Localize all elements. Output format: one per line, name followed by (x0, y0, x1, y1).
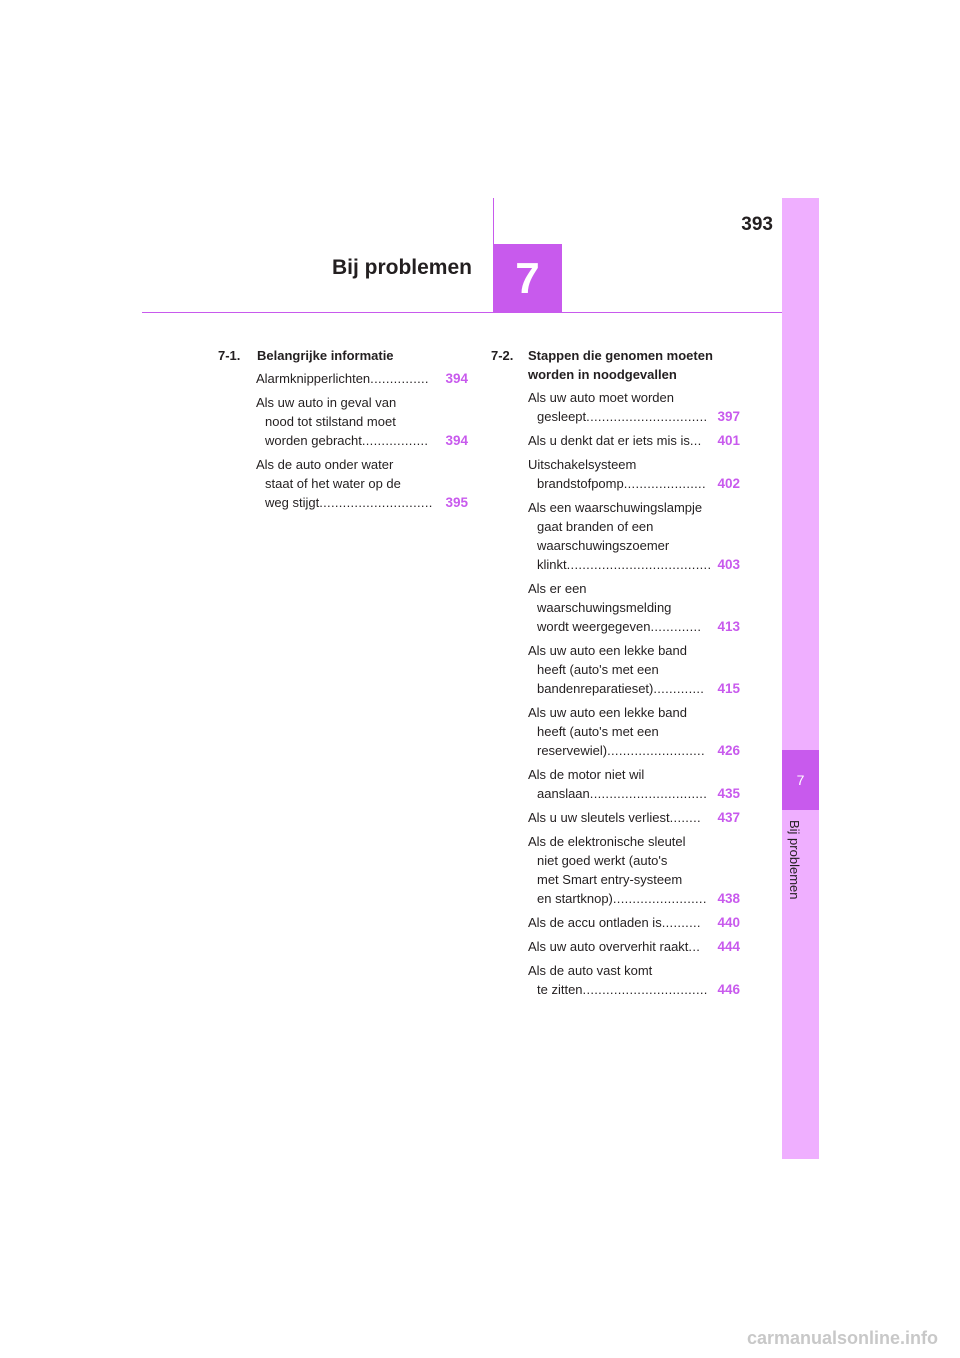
toc-entry[interactable] (528, 913, 740, 932)
toc-entry-text: wordt weergegeven (537, 619, 651, 634)
toc-page-link[interactable]: 397 (717, 409, 740, 424)
section-number: 7-2. (491, 348, 514, 363)
toc-page-link[interactable]: 435 (717, 786, 740, 801)
toc-entry-leader-line (528, 980, 740, 999)
page-number: 393 (741, 214, 773, 235)
toc-page-link[interactable]: 415 (717, 681, 740, 696)
toc-page-link[interactable]: 394 (445, 371, 468, 386)
toc-entry-text: Als er een (528, 581, 587, 596)
toc-entry-text: Als uw auto in geval van (256, 395, 397, 410)
toc-entry[interactable] (528, 431, 740, 450)
toc-entry-text: Als uw auto oververhit raakt (528, 939, 689, 954)
toc-entry-leader-line (528, 741, 740, 760)
toc-leader-dots: ..................... (623, 476, 706, 491)
toc-leader-dots: ................. (361, 433, 429, 448)
toc-entry-text: Uitschakelsysteem (528, 457, 637, 472)
toc-entries-left (218, 369, 468, 512)
toc-entry-text: waarschuwingsmelding (537, 600, 672, 615)
toc-entry[interactable] (528, 579, 740, 636)
chapter-title: Bij problemen (331, 256, 472, 279)
toc-entry-leader-line (528, 889, 740, 908)
toc-entry[interactable] (256, 393, 468, 450)
toc-entry-text: nood tot stilstand moet (265, 414, 396, 429)
toc-leader-dots: ... (689, 433, 702, 448)
toc-entry-leader-line (528, 474, 740, 493)
toc-leader-dots: ........................ (612, 891, 707, 906)
toc-entry[interactable] (528, 703, 740, 760)
toc-page-link[interactable]: 413 (717, 619, 740, 634)
toc-page-link[interactable]: 402 (717, 476, 740, 491)
toc-page-link[interactable]: 394 (445, 433, 468, 448)
toc-leader-dots: ........ (669, 810, 701, 825)
toc-entry-leader-line (528, 431, 740, 450)
toc-entry-text: Als de accu ontladen is (528, 915, 662, 930)
watermark-text: carmanualsonline.info (746, 1328, 938, 1348)
section-title: Belangrijke informatie (257, 348, 394, 363)
toc-entry[interactable] (528, 498, 740, 574)
toc-entry[interactable] (256, 369, 468, 388)
toc-page-link[interactable]: 446 (717, 982, 740, 997)
header-divider-vertical (493, 198, 494, 244)
toc-entry-text: gesleept (537, 409, 587, 424)
toc-page-link[interactable]: 444 (717, 939, 740, 954)
toc-entry-leader-line (528, 784, 740, 803)
toc-leader-dots: ............................... (586, 409, 708, 424)
toc-leader-dots: ... (688, 939, 701, 954)
side-tab-label-text: Bij problemen (787, 820, 802, 900)
toc-leader-dots: ......................... (607, 743, 705, 758)
chapter-number-box: 7 (493, 244, 562, 313)
section-heading (218, 346, 468, 365)
toc-entry-leader-line (528, 407, 740, 426)
toc-entry-text: bandenreparatieset) (537, 681, 654, 696)
toc-entry[interactable] (256, 455, 468, 512)
side-tab-label (782, 820, 819, 920)
section-number: 7-1. (218, 348, 241, 363)
toc-entry-text: aanslaan (537, 786, 590, 801)
toc-entry-text: Als u denkt dat er iets mis is (528, 433, 690, 448)
toc-page-link[interactable]: 438 (717, 891, 740, 906)
toc-entry-text: Als de elektronische sleutel (528, 834, 686, 849)
toc-entry-text: brandstofpomp (537, 476, 624, 491)
toc-entry[interactable] (528, 765, 740, 803)
toc-entries-right (491, 388, 740, 999)
watermark (0, 1328, 960, 1349)
header-rule (142, 312, 782, 313)
toc-entry-leader-line (528, 808, 740, 827)
toc-page-link[interactable]: 403 (717, 557, 740, 572)
toc-leader-dots: ............... (370, 371, 429, 386)
section-title-line-1: Stappen die genomen moeten (528, 348, 713, 363)
toc-entry-text: worden gebracht (265, 433, 362, 448)
toc-entry[interactable] (528, 455, 740, 493)
toc-page-link[interactable]: 426 (717, 743, 740, 758)
section-heading (491, 346, 740, 384)
toc-column-right (491, 346, 740, 999)
toc-leader-dots: ............. (653, 681, 705, 696)
toc-leader-dots: ................................ (582, 982, 708, 997)
toc-entry[interactable] (528, 808, 740, 827)
section-title-line-2: worden in noodgevallen (528, 367, 677, 382)
toc-entry-leader-line (528, 555, 740, 574)
toc-entry-text: Als een waarschuwingslampje (528, 500, 703, 515)
toc-entry-text: met Smart entry-systeem (537, 872, 683, 887)
toc-entry-text: Als de auto onder water (256, 457, 394, 472)
toc-leader-dots: ..................................... (566, 557, 712, 572)
toc-entry[interactable] (528, 961, 740, 999)
toc-entry-leader-line (528, 617, 740, 636)
toc-entry-leader-line (256, 369, 468, 388)
toc-page-link[interactable]: 440 (717, 915, 740, 930)
toc-entry-leader-line (528, 937, 740, 956)
toc-entry[interactable] (528, 937, 740, 956)
toc-entry-text: heeft (auto's met een (537, 662, 659, 677)
toc-entry[interactable] (528, 388, 740, 426)
side-chapter-tab[interactable]: 7 (782, 750, 819, 810)
toc-entry-text: Als uw auto een lekke band (528, 643, 687, 658)
toc-entry-text: Als de motor niet wil (528, 767, 645, 782)
toc-entry-text: Als de auto vast komt (528, 963, 653, 978)
side-tab-strip (782, 198, 819, 1159)
toc-entry[interactable] (528, 641, 740, 698)
toc-entry-text: niet goed werkt (auto's (537, 853, 668, 868)
toc-leader-dots: .............................. (589, 786, 708, 801)
toc-entry-leader-line (528, 679, 740, 698)
toc-leader-dots: ............. (650, 619, 702, 634)
toc-entry-text: Als uw auto een lekke band (528, 705, 687, 720)
toc-entry-leader-line (256, 493, 468, 512)
toc-entry-text: Als u uw sleutels verliest (528, 810, 670, 825)
toc-page-link[interactable]: 401 (717, 433, 740, 448)
toc-entry[interactable] (528, 832, 740, 908)
toc-leader-dots: ............................. (319, 495, 433, 510)
toc-leader-dots: .......... (661, 915, 701, 930)
toc-entry-text: reservewiel) (537, 743, 608, 758)
toc-entry-text: Als uw auto moet worden (528, 390, 674, 405)
toc-entry-text: staat of het water op de (265, 476, 401, 491)
toc-entry-text: klinkt (537, 557, 567, 572)
toc-entry-leader-line (256, 431, 468, 450)
toc-entry-text: Alarmknipperlichten (256, 371, 371, 386)
toc-entry-text: gaat branden of een (537, 519, 654, 534)
toc-entry-text: te zitten (537, 982, 583, 997)
toc-entry-text: waarschuwingszoemer (537, 538, 670, 553)
toc-entry-text: en startknop) (537, 891, 613, 906)
toc-page-link[interactable]: 395 (445, 495, 468, 510)
toc-entry-text: heeft (auto's met een (537, 724, 659, 739)
toc-entry-text: weg stijgt (265, 495, 320, 510)
toc-entry-leader-line (528, 913, 740, 932)
toc-page-link[interactable]: 437 (717, 810, 740, 825)
toc-column-left (218, 346, 468, 512)
